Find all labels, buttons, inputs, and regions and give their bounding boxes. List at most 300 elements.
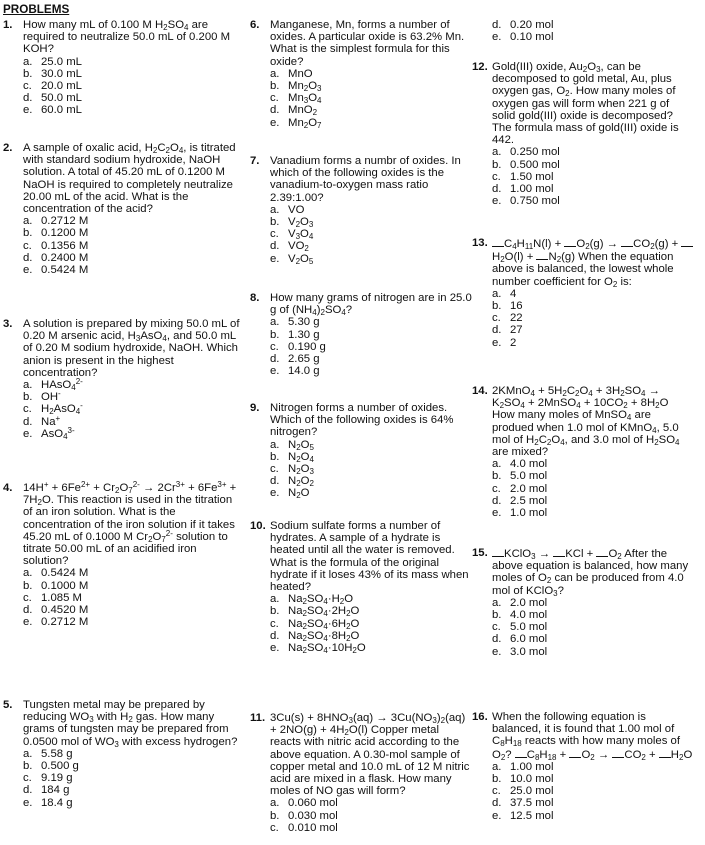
choice-letter: a. [23,747,33,760]
choice-value: 5.0 mol [510,621,548,634]
choice-value: HAsO$_4^{2-}$ [41,377,83,393]
answer-choice [492,337,694,349]
choice-letter: d. [270,629,280,642]
choice-letter: c. [23,239,32,252]
answer-choice [270,463,472,475]
choice-value: 0.1356 M [41,239,89,252]
answer-choice [23,592,243,604]
choice-value: $VO_2$ [288,240,309,254]
choice-letter: c. [492,785,501,798]
choice-value: 16 [510,300,523,313]
choice-letter: d. [492,324,502,337]
choice-letter: a. [270,593,280,606]
choice-letter: e. [23,796,33,809]
answer-choice [492,773,694,785]
choice-value: 0.2712 M [41,616,89,629]
choice-letter: e. [270,252,280,265]
answer-choice [270,605,472,617]
choice-letter: e. [492,31,502,44]
question-number: 4. [3,482,13,494]
question-number: 16. [472,711,488,723]
question-number: 1. [3,19,13,31]
choice-value: 2.5 mol [510,494,548,507]
question-number: 5. [3,699,13,711]
answer-choice [492,633,694,645]
choice-letter: d. [23,92,33,105]
choice-letter: d. [492,633,502,646]
choice-value: 0.500 g [41,760,79,773]
choice-value: 0.5424 M [41,567,89,580]
answer-choice [270,451,472,463]
question-text: $C_4H_{11}N(l) + O_2(g) \to CO_2(g) + H_2O(l) + N_2(g)$ When the equation above is balanced, the lowest whole number coefficient for $O_2$ is: [492,237,694,288]
choice-value: $V_2O_3$ [288,216,314,230]
answer-choice [492,483,694,495]
choice-value: $Na_2SO_4\cdot 10H_2O$ [288,642,366,656]
choice-letter: b. [270,216,280,229]
choice-letter: e. [23,427,33,440]
answer-choices [250,204,472,265]
answer-choice [270,593,472,605]
question-16 [472,711,694,822]
choice-letter: b. [23,760,33,773]
choice-letter: a. [492,760,502,773]
choice-letter: a. [23,567,33,580]
question-11-continued [472,19,694,43]
question-number: 14. [472,385,488,397]
answer-choice [270,618,472,630]
choice-value: OH- [41,389,61,404]
choice-letter: c. [492,312,501,325]
question-7 [250,155,472,265]
answer-choices [3,748,243,809]
answer-choices [472,19,694,43]
answer-choice [270,228,472,240]
answer-choice [492,785,694,797]
answer-choices [250,593,472,654]
answer-choice [492,495,694,507]
choice-value: 1.00 mol [510,760,554,773]
choice-letter: e. [492,336,502,349]
choice-value: $N_2O_5$ [288,438,314,452]
answer-choice [270,487,472,499]
choice-value: 1.00 mol [510,183,554,196]
choice-letter: a. [270,316,280,329]
answer-choice [270,475,472,487]
answer-choice [492,646,694,658]
answer-choice [270,365,472,377]
choice-letter: b. [492,158,502,171]
answer-choice [23,80,243,92]
answer-choices [3,215,243,276]
answer-choice [270,630,472,642]
answer-choices [472,146,694,207]
choice-value: 25.0 mol [510,785,554,798]
choice-letter: e. [492,645,502,658]
choice-letter: a. [270,203,280,216]
choice-letter: c. [492,482,501,495]
choice-value: VO [288,203,305,216]
choice-letter: a. [492,146,502,159]
question-text: When the following equation is balanced, it is found that 1.00 mol of $C_8H_{18}$ reacts with how many moles of $O_2$? $C_8H_{18} + O_2 \to CO_2 + H_2O$ [492,711,693,762]
answer-choice [23,567,243,579]
choice-value: 2 [510,336,517,349]
choice-letter: d. [270,240,280,253]
choice-letter: c. [270,617,279,630]
answer-choices [3,567,243,628]
choice-value: $H_2AsO_4^-$ [41,401,83,417]
choice-letter: d. [492,19,502,31]
choice-letter: a. [23,55,33,68]
answer-choice [492,300,694,312]
question-8 [250,292,472,377]
answer-choice [270,810,472,822]
answer-choice [492,470,694,482]
choice-value: 0.060 mol [288,797,338,810]
choice-value: 37.5 mol [510,797,554,810]
choice-letter: d. [270,104,280,117]
question-text: $3Cu(s) + 8HNO_3(aq) \to 3Cu(NO_3)_2(aq) + 2NO(g) + 4H_2O(l)$ Copper metal reacts with nitric acid according to the above equation. A 0.30-mol sample of copper metal and 10.0 mL of 12 M nitric acid are mixed in a flask. How many moles of NO gas will form? [270,712,470,798]
answer-choice [492,458,694,470]
answer-choice [23,616,243,628]
choice-letter: a. [492,287,502,300]
answer-choice [492,183,694,195]
question-2 [3,142,243,276]
choice-value: $N_2O$ [288,487,310,501]
choice-value: 5.0 mol [510,470,548,483]
answer-choice [492,597,694,609]
answer-choices [250,316,472,377]
choice-value: 3.0 mol [510,645,548,658]
answer-choice [270,253,472,265]
answer-choice [270,341,472,353]
choice-value: 14.0 g [288,365,320,378]
choice-letter: e. [270,642,280,655]
choice-letter: b. [492,300,502,313]
choice-letter: a. [270,67,280,80]
choice-letter: a. [23,215,33,228]
choice-value: 2.65 g [288,353,320,366]
choice-value: $Mn_3O_4$ [288,92,322,106]
choice-letter: c. [23,403,32,416]
question-text: A solution is prepared by mixing 50.0 mL of 0.20 M arsenic acid, $H_3AsO_4$, and 50.0 mL of 0.20 M sodium hydroxide, NaOH. Which anion is present in the highest concentration? [23,318,240,379]
question-text: Tungsten metal may be prepared by reducing $WO_3$ with $H_2$ gas. How many grams of tungsten may be prepared from 0.0500 mol of $WO_3$ with excess hydrogen? [23,699,238,749]
choice-value: 0.10 mol [510,31,554,44]
choice-value: 4.0 mol [510,458,548,471]
choice-letter: c. [23,80,32,93]
choice-value: 0.010 mol [288,821,338,834]
choice-value: Na+ [41,413,61,428]
question-text: How many grams of nitrogen are in 25.0 g of $(NH_4)_2SO_4$? [270,292,472,318]
question-6 [250,19,472,129]
choice-value: 18.4 g [41,796,73,809]
choice-letter: e. [492,195,502,208]
choice-value: MnO [288,67,313,80]
question-4 [3,482,243,628]
choice-letter: b. [270,809,280,822]
choice-letter: e. [270,365,280,378]
answer-choice [23,264,243,276]
answer-choice [492,810,694,822]
question-11 [250,712,472,834]
choice-value: 0.190 g [288,340,326,353]
question-number: 11. [250,712,266,724]
choice-letter: c. [492,621,501,634]
question-number: 8. [250,292,260,304]
choice-letter: d. [492,494,502,507]
choice-letter: b. [492,773,502,786]
answer-choice [23,68,243,80]
answer-choice [492,146,694,158]
choice-value: $Na_2SO_4\cdot 6H_2O$ [288,617,360,631]
answer-choice [492,19,694,31]
choice-letter: d. [23,415,33,428]
answer-choice [270,439,472,451]
answer-choices [250,439,472,500]
choice-letter: c. [270,821,279,834]
question-3 [3,318,243,440]
choice-value: 1.50 mol [510,170,554,183]
choice-letter: c. [270,463,279,476]
choice-letter: c. [270,228,279,241]
choice-value: 9.19 g [41,772,73,785]
answer-choices [250,797,472,834]
answer-choice [23,797,243,809]
answer-choice [23,104,243,116]
choice-letter: d. [270,353,280,366]
choice-value: $V_2O_5$ [288,252,314,266]
choice-value: 50.0 mL [41,92,82,105]
answer-choice [23,748,243,760]
choice-value: 2.0 mol [510,596,548,609]
choice-letter: b. [23,579,33,592]
question-number: 2. [3,142,13,154]
question-text: 2KMnO$_4$ + $5H_2C_2O_4 + 3H_2SO_4 \to K_2SO_4$ + 2MnSO$_4$ + $10CO_2 + 8H_2O$ How many moles of MnSO$_4$ are produed when 1.0 mol of KMnO$_4$, 5.0 mol of $H_2C_2O_4$, and 3.0 mol of $H_2SO_4$ are mixed? [492,385,680,459]
answer-choice [492,288,694,300]
answer-choices [3,56,243,117]
answer-choice [270,104,472,116]
choice-letter: b. [492,609,502,622]
choice-letter: b. [270,605,280,618]
choice-value: 0.250 mol [510,146,560,159]
answer-choice [270,316,472,328]
choice-value: 0.1200 M [41,227,89,240]
choice-letter: e. [23,264,33,277]
question-number: 15. [472,547,488,559]
answer-choice [23,425,243,441]
choice-value: 0.750 mol [510,195,560,208]
answer-choice [270,92,472,104]
answer-choice [23,252,243,264]
answer-choice [492,312,694,324]
answer-choice [23,760,243,772]
choice-value: 0.4520 M [41,604,89,617]
answer-choice [492,324,694,336]
choice-letter: b. [270,80,280,93]
answer-choices [472,458,694,519]
question-text: Sodium sulfate forms a number of hydrates. A sample of a hydrate is heated until all the water is removed. What is the formula of the original hydrate if it loses 43% of its mass when heated? [270,520,469,594]
question-13 [472,237,694,349]
choice-value: $Na_2SO_4\cdot H_2O$ [288,593,354,607]
choice-letter: a. [23,379,33,392]
choice-value: 1.0 mol [510,507,548,520]
choice-value: 0.20 mol [510,19,554,31]
choice-value: MnO$_2$ [288,104,318,118]
choice-letter: a. [492,458,502,471]
choice-letter: c. [492,170,501,183]
choice-value: 1.085 M [41,591,82,604]
choice-value: $Na_2SO_4\cdot 2H_2O$ [288,605,360,619]
answer-choices [472,761,694,822]
answer-choice [492,507,694,519]
question-text: A sample of oxalic acid, $H_2C_2O_4$, is titrated with standard sodium hydroxide, NaOH solution. A total of 45.20 mL of 0.1200 M NaOH is required to completely neutralize 20.00 mL of the acid. What is the concentration of the acid? [23,142,236,216]
answer-choice [23,580,243,592]
answer-choice [23,215,243,227]
answer-choice [23,772,243,784]
choice-value: 0.030 mol [288,809,338,822]
answer-choice [270,353,472,365]
question-9 [250,402,472,500]
choice-letter: d. [23,784,33,797]
choice-value: 10.0 mol [510,773,554,786]
answer-choice [492,195,694,207]
question-text: Nitrogen forms a number of oxides. Which of the following oxides is 64% nitrogen? [270,402,454,439]
answer-choice [492,797,694,809]
question-1 [3,19,243,117]
answer-choice [270,240,472,252]
question-number: 13. [472,237,488,249]
answer-choice [492,609,694,621]
choice-value: 4 [510,287,517,300]
choice-letter: a. [270,438,280,451]
choice-letter: c. [23,772,32,785]
answer-choices [250,68,472,129]
choice-letter: d. [492,797,502,810]
answer-choices [472,288,694,349]
answer-choice [492,159,694,171]
choice-value: 184 g [41,784,70,797]
choice-letter: e. [23,616,33,629]
question-5 [3,699,243,809]
choice-value: 27 [510,324,523,337]
answer-choice [23,56,243,68]
answer-choice [23,604,243,616]
question-14 [472,385,694,519]
choice-value: 20.0 mL [41,80,82,93]
answer-choices [3,379,243,440]
choice-value: 0.2712 M [41,215,89,228]
choice-value: $N_2O_3$ [288,463,314,477]
choice-value: $N_2O_4$ [288,450,314,464]
choice-letter: e. [492,809,502,822]
question-number: 6. [250,19,260,31]
question-text: $14H^+ + 6Fe^{2+} + Cr_2O_7^{2-} \to 2Cr^{3+} + 6Fe^{3+} + 7H_2O$. This reaction is used in the titration of an iron solution. What is the concentration of the iron solution if it takes 45.20 mL of 0.1000 M $Cr_2O_7^{2-}$ solution to titrate 50.00 mL of an acidified iron solution? [23,480,237,568]
choice-value: $Mn_2O_7$ [288,116,322,130]
answer-choice [23,391,243,403]
choice-letter: b. [23,67,33,80]
choice-letter: e. [270,487,280,500]
choice-value: 25.0 mL [41,55,82,68]
choice-letter: b. [270,328,280,341]
choice-value: 6.0 mol [510,633,548,646]
answer-choice [492,31,694,43]
question-text: KClO$_3$ → KCl + $O_2$ After the above equation is balanced, how many moles of $O_2$ can be produced from 4.0 mol of KClO$_3$? [492,548,689,598]
choice-value: 12.5 mol [510,809,554,822]
choice-value: AsO$_4^{3-}$ [41,425,75,441]
choice-letter: a. [492,596,502,609]
choice-letter: c. [23,591,32,604]
choice-value: $V_3O_4$ [288,228,314,242]
answer-choice [23,227,243,239]
choice-value: $N_2O_2$ [288,475,314,489]
choice-letter: e. [492,507,502,520]
choice-value: 1.30 g [288,328,320,341]
choice-letter: b. [23,391,33,404]
page-heading: PROBLEMS [3,3,70,16]
choice-value: 30.0 mL [41,67,82,80]
question-number: 12. [472,61,488,73]
answer-choice [270,797,472,809]
choice-letter: b. [270,450,280,463]
choice-value: 5.58 g [41,747,73,760]
question-text: Manganese, Mn, forms a number of oxides. A particular oxide is 63.2% Mn. What is the simplest formula for this oxide? [270,19,465,68]
choice-value: 0.500 mol [510,158,560,171]
choice-letter: e. [270,116,280,129]
question-15 [472,547,694,658]
answer-choice [270,822,472,834]
choice-letter: d. [23,604,33,617]
question-number: 9. [250,402,260,414]
question-text: Vanadium forms a numbr of oxides. In which of the following oxides is the vanadium-to-oxygen mass ratio 2.39:1.00? [270,155,461,204]
answer-choice [270,80,472,92]
answer-choice [23,379,243,391]
answer-choice [492,171,694,183]
answer-choice [270,642,472,654]
choice-letter: c. [270,340,279,353]
question-number: 10. [250,520,266,532]
answer-choice [270,68,472,80]
answer-choices [472,597,694,658]
choice-value: 4.0 mol [510,609,548,622]
choice-value: 0.1000 M [41,579,89,592]
question-text: Gold(III) oxide, $Au_2O_3$, can be decomposed to gold metal, Au, plus oxygen gas, $O_2$. How many moles of oxygen gas will form when 221 g of solid gold(III) oxide is decomposed? The formula mass of gold(III) oxide is 442. [492,61,679,147]
answer-choice [23,784,243,796]
answer-choice [23,92,243,104]
question-number: 7. [250,155,260,167]
answer-choice [270,329,472,341]
choice-letter: b. [23,227,33,240]
question-text: How many mL of 0.100 M $H_2SO_4$ are required to neutralize 50.0 mL of 0.200 M KOH? [23,19,231,56]
choice-value: 5.30 g [288,316,320,329]
choice-value: $Na_2SO_4\cdot 8H_2O$ [288,629,360,643]
question-number: 3. [3,318,13,330]
choice-value: 60.0 mL [41,104,82,117]
answer-choice [270,117,472,129]
choice-value: 2.0 mol [510,482,548,495]
answer-choice [270,204,472,216]
choice-letter: d. [492,183,502,196]
choice-value: 0.5424 M [41,264,89,277]
answer-choice [492,621,694,633]
question-10 [250,520,472,654]
choice-letter: a. [270,797,280,810]
question-12 [472,61,694,207]
answer-choice [23,240,243,252]
choice-value: $Mn_2O_3$ [288,80,322,94]
choice-value: 22 [510,312,523,325]
choice-letter: d. [23,251,33,264]
answer-choice [492,761,694,773]
answer-choice [23,413,243,428]
